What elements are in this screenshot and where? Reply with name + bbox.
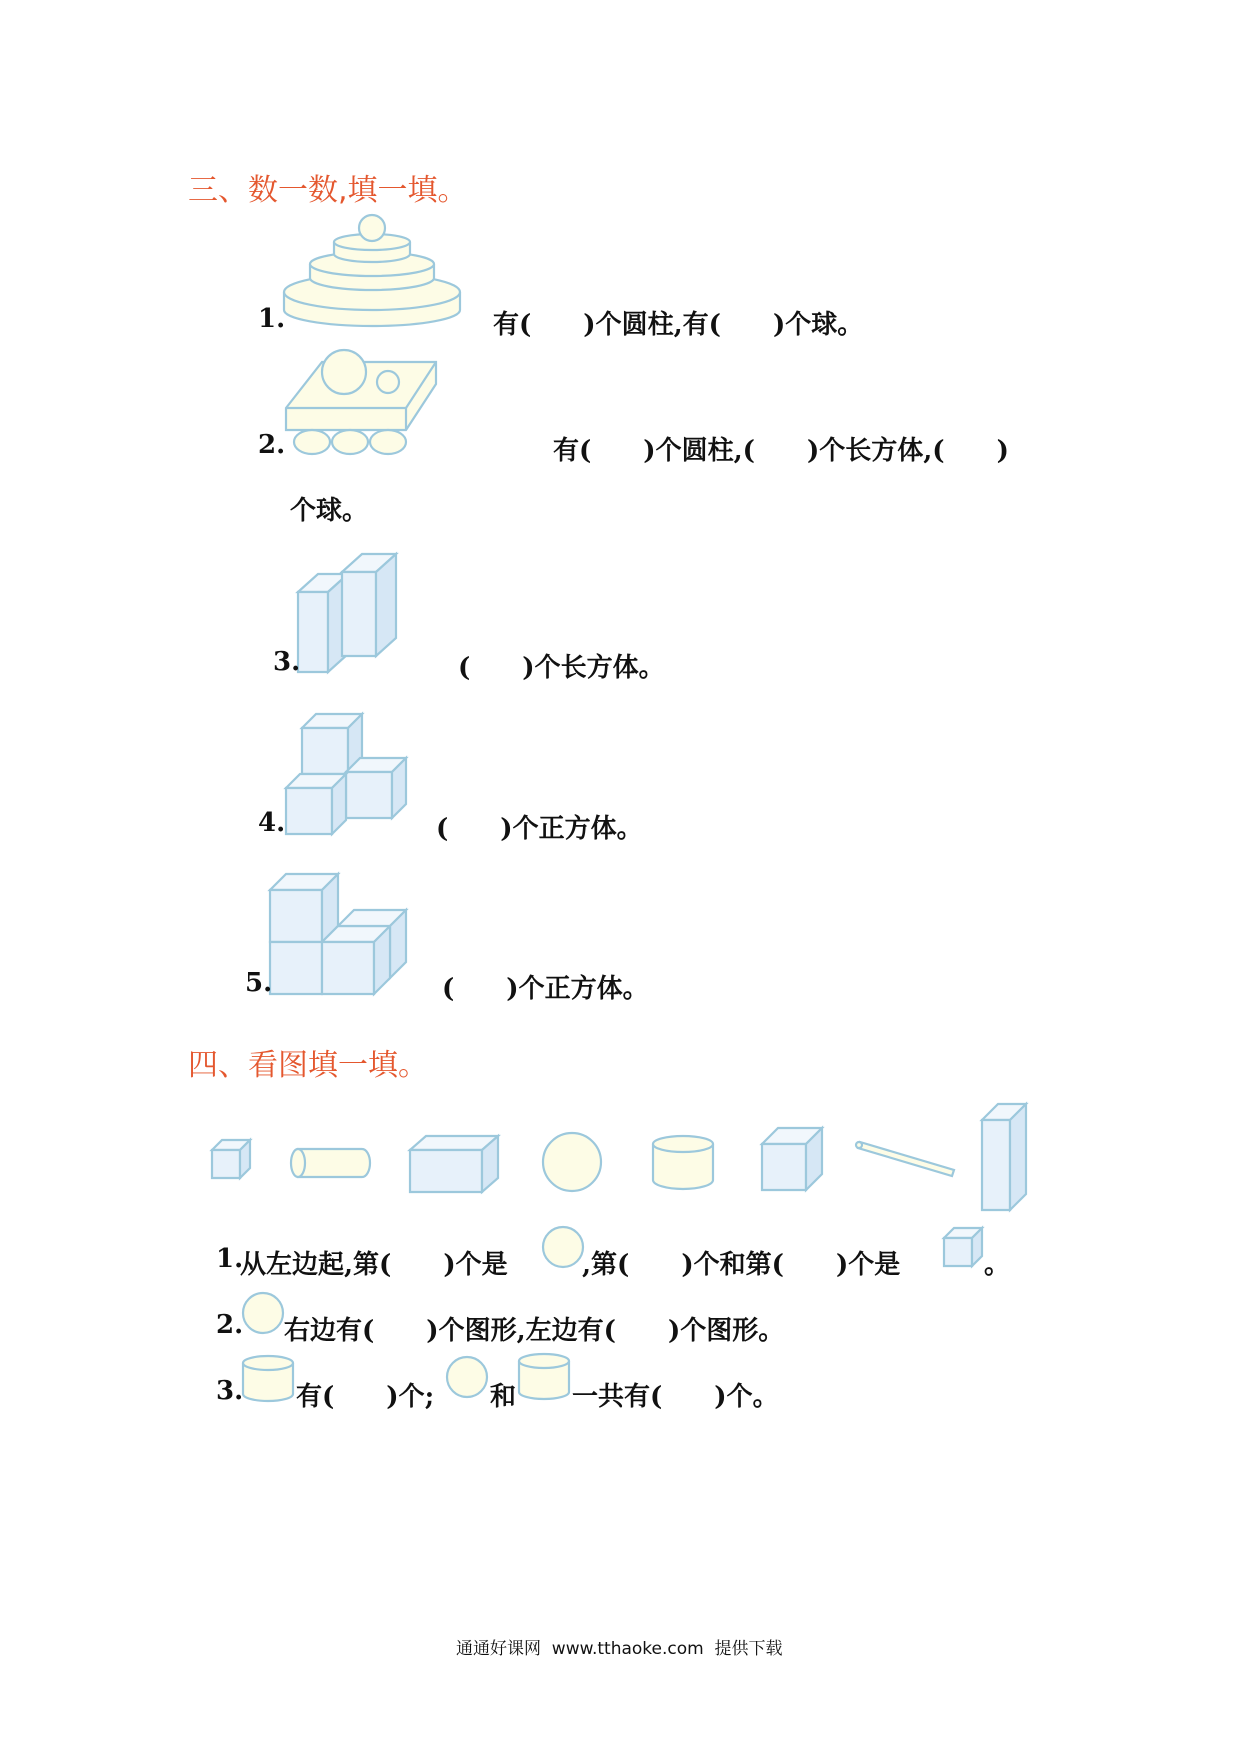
s3-q1-number: 1. [258,304,286,334]
cuboid-icon [408,1134,500,1194]
stick-cylinder-icon [856,1140,958,1180]
s4-q2-number: 2. [216,1310,244,1340]
cuboids-figure-icon [298,550,408,675]
footer-credit: 通通好课网 www.tthaoke.com 提供下载 [456,1639,783,1659]
cubes-figure-icon-a [284,712,414,837]
s4-q2-text: 右边有( )个图形,左边有( )个图形。 [284,1316,785,1346]
section3-title: 三、数一数,填一填。 [188,173,468,208]
s3-q2-text: 有( )个圆柱,( )个长方体,( ) [553,436,1009,466]
sphere-inline-icon [540,1224,586,1270]
cube-icon [760,1126,824,1192]
lying-cylinder-icon [290,1146,372,1180]
s4-q1-text-b: ,第( )个和第( )个是 [582,1250,901,1280]
cylinder-inline-icon [240,1354,296,1404]
section4-title: 四、看图填一填。 [188,1048,428,1083]
s4-q3-number: 3. [216,1376,244,1406]
sphere-icon [540,1130,604,1194]
sphere-inline-icon-3 [444,1354,490,1400]
s3-q1-text: 有( )个圆柱,有( )个球。 [493,310,864,340]
s3-q4-number: 4. [258,808,286,838]
s4-q1-number: 1. [216,1244,244,1274]
s4-q3-text-b: 和 [490,1382,517,1412]
s3-q5-text: ( )个正方体。 [442,974,649,1004]
s3-q3-number: 3. [273,647,301,677]
cubes-figure-icon-b [268,872,418,1002]
tall-cuboid-icon [980,1102,1028,1212]
cylinder-inline-icon-2 [516,1352,572,1402]
cake-figure-icon [282,214,462,334]
s4-q3-text-a: 有( )个; [296,1382,435,1412]
s3-q5-number: 5. [245,968,273,998]
s4-q3-text-c: 一共有( )个。 [572,1382,779,1412]
standing-cylinder-icon [650,1134,716,1192]
s4-q1-text-a: 从左边起,第( )个是 [240,1250,508,1280]
cube-inline-icon [942,1226,986,1270]
sphere-inline-icon-2 [240,1290,286,1336]
vehicle-figure-icon [282,348,452,458]
s3-q3-text: ( )个长方体。 [458,653,665,683]
s3-q2-continuation: 个球。 [290,496,369,526]
s4-q1-text-c: 。 [984,1250,1011,1280]
s3-q2-number: 2. [258,430,286,460]
s3-q4-text: ( )个正方体。 [436,814,643,844]
small-cube-icon [210,1138,254,1182]
